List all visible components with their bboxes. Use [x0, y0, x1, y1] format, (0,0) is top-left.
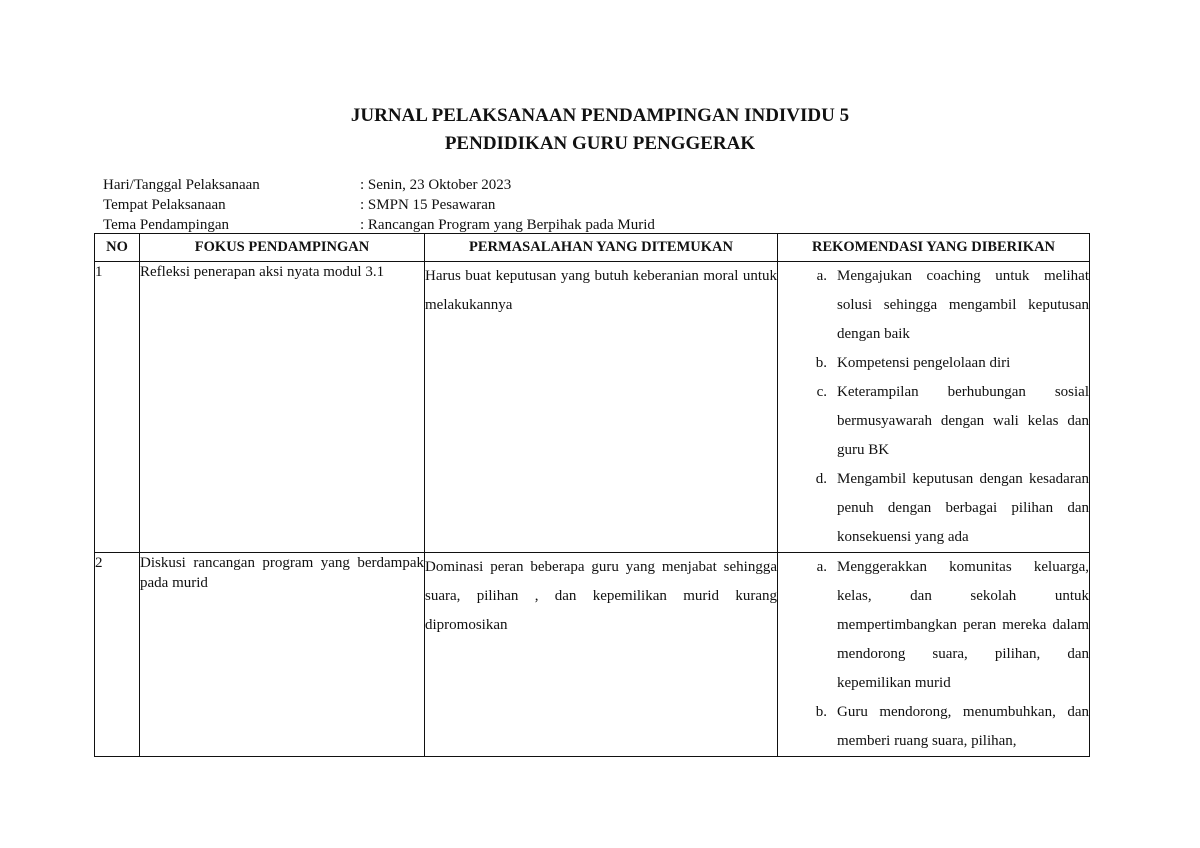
meta-value-tempat: : SMPN 15 Pesawaran — [360, 197, 496, 213]
list-marker: b. — [815, 355, 827, 371]
list-marker: c. — [816, 384, 827, 400]
list-item-text: Mengajukan coaching untuk melihat solusi sehingga mengambil keputusan dengan baik — [837, 268, 1089, 342]
list-item-text: Guru mendorong, menumbuhkan, dan memberi ruang suara, pilihan, — [837, 704, 1089, 749]
meta-label-tempat: Tempat Pelaksanaan — [103, 197, 226, 213]
list-item — [778, 349, 1089, 378]
list-item — [778, 553, 1089, 698]
meta-row-tema — [103, 215, 655, 235]
list-marker: b. — [815, 704, 827, 720]
list-marker: a. — [816, 268, 827, 284]
page-title: JURNAL PELAKSANAAN PENDAMPINGAN INDIVIDU 5 — [350, 105, 850, 126]
meta-value-hari: : Senin, 23 Oktober 2023 — [360, 177, 512, 193]
cell-fokus: Diskusi rancangan program yang berdampak pada murid — [140, 553, 425, 757]
cell-permasalahan: Harus buat keputusan yang butuh keberanian moral untuk melakukannya — [425, 262, 778, 553]
header-rekomendasi: REKOMENDASI YANG DIBERIKAN — [778, 234, 1090, 262]
meta-row-tempat — [103, 195, 495, 215]
cell-rekomendasi — [778, 553, 1090, 757]
list-marker: d. — [815, 471, 827, 487]
journal-table — [94, 233, 1090, 757]
table-row — [95, 553, 1090, 757]
header-fokus: FOKUS PENDAMPINGAN — [140, 234, 425, 262]
list-item-text: Menggerakkan komunitas keluarga, kelas, dan sekolah untuk mempertimbangkan peran mereka dalam mendorong suara, pilihan, dan kepemilikan murid — [837, 559, 1089, 691]
header-no: NO — [95, 234, 140, 262]
list-item-text: Mengambil keputusan dengan kesadaran penuh dengan berbagai pilihan dan konsekuensi yang ada — [837, 471, 1089, 545]
page-subtitle: PENDIDIKAN GURU PENGGERAK — [444, 133, 756, 154]
list-item — [778, 262, 1089, 349]
meta-label-hari: Hari/Tanggal Pelaksanaan — [103, 177, 260, 193]
list-item-text: Kompetensi pengelolaan diri — [837, 355, 1011, 371]
list-item — [778, 698, 1089, 756]
list-item — [778, 465, 1089, 552]
cell-permasalahan: Dominasi peran beberapa guru yang menjabat sehingga suara, pilihan , dan kepemilikan murid kurang dipromosikan — [425, 553, 778, 757]
cell-fokus: Refleksi penerapan aksi nyata modul 3.1 — [140, 262, 425, 553]
list-item — [778, 378, 1089, 465]
meta-row-hari — [103, 175, 511, 195]
cell-no: 1 — [95, 262, 140, 553]
cell-rekomendasi — [778, 262, 1090, 553]
cell-no: 2 — [95, 553, 140, 757]
meta-label-tema: Tema Pendampingan — [103, 217, 229, 233]
list-item-text: Keterampilan berhubungan sosial bermusyawarah dengan wali kelas dan guru BK — [837, 384, 1089, 458]
header-permasalahan: PERMASALAHAN YANG DITEMUKAN — [425, 234, 778, 262]
meta-value-tema: : Rancangan Program yang Berpihak pada Murid — [360, 217, 655, 233]
table-row — [95, 262, 1090, 553]
table-header-row — [95, 234, 1090, 262]
list-marker: a. — [816, 559, 827, 575]
